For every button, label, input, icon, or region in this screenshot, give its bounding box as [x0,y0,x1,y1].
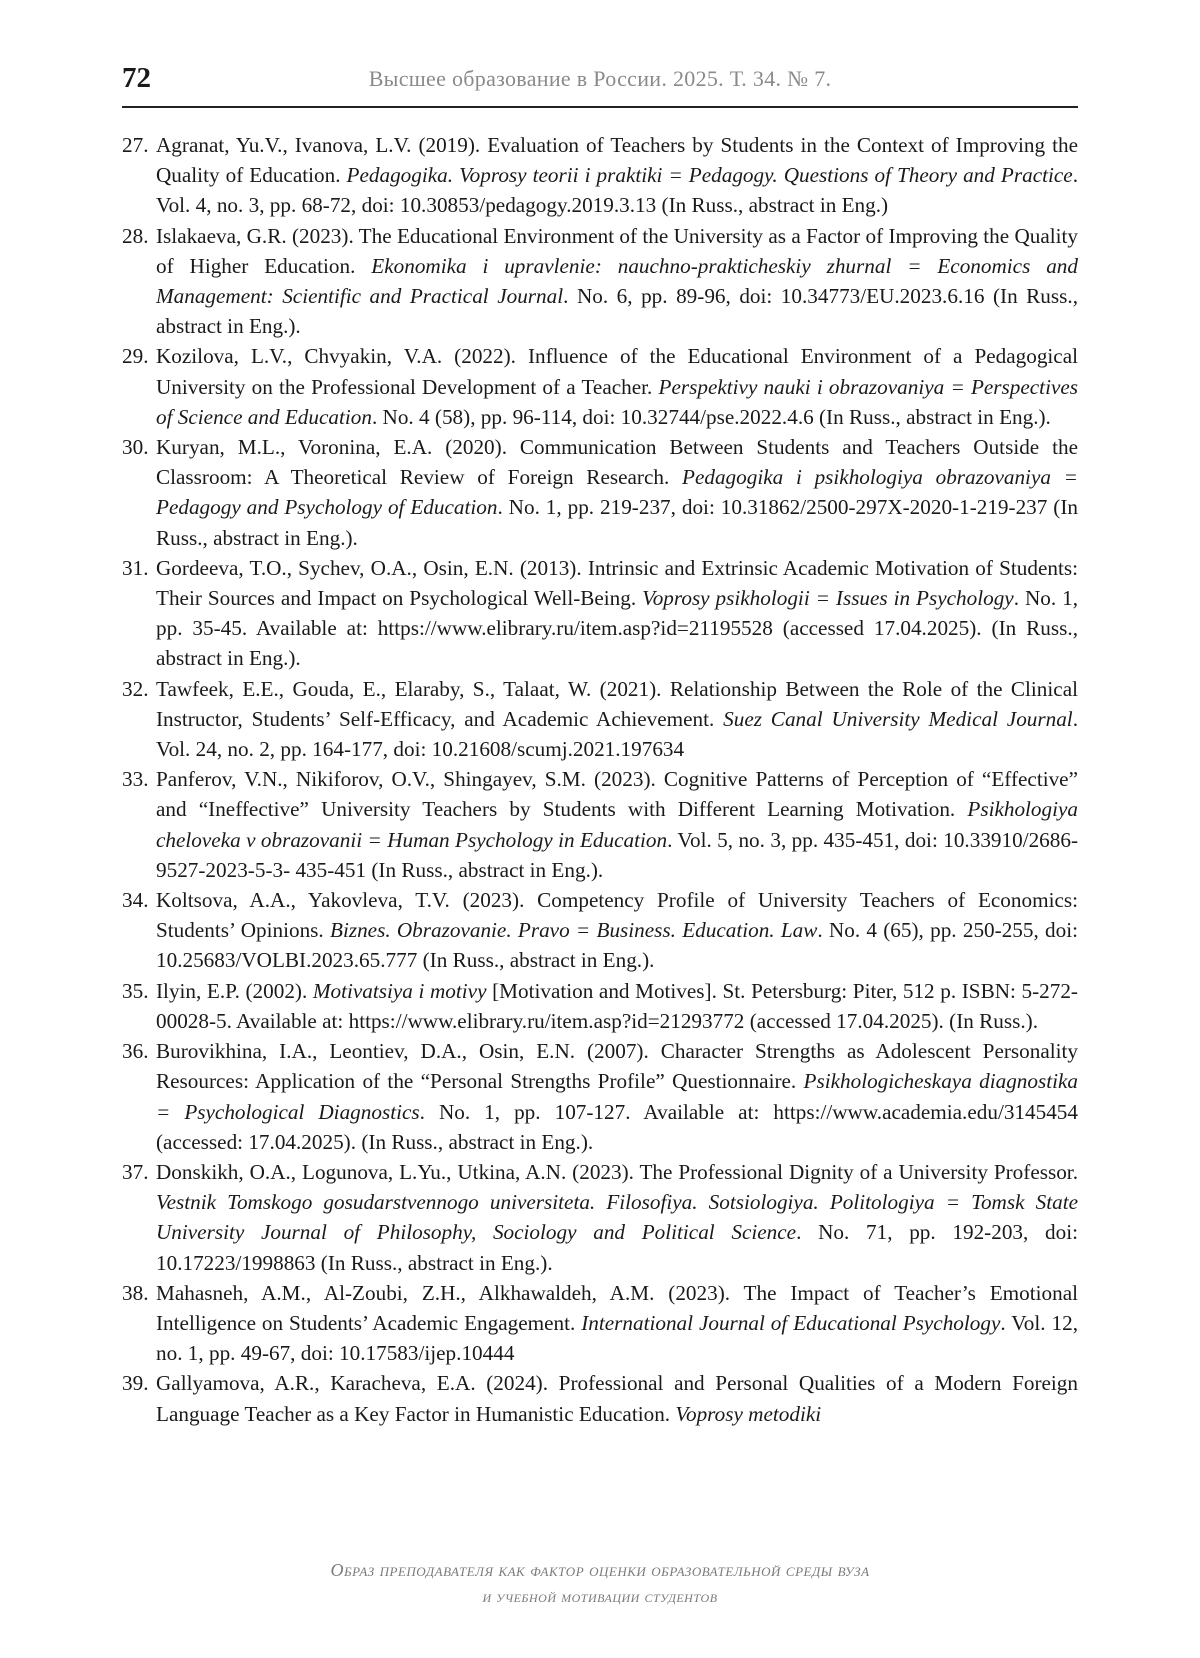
reference-journal: Biznes. Obrazovanie. Pravo = Business. Education. Law [330,918,818,943]
reference-details: . No. 4 (58), pp. 96-114, doi: 10.32744/pse.2022.4.6 (In Russ., abstract in Eng.). [371,404,1051,429]
reference-details: . No. 71, pp. 192-203, doi: 10.17223/1998863 (In Russ., abstract in Eng.). [156,1220,1078,1275]
reference-journal: International Journal of Educational Psychology [581,1310,1001,1335]
reference-journal: Suez Canal University Medical Journal [723,706,1073,731]
reference-journal: Voprosy psikhologii = Issues in Psychology [642,586,1014,611]
reference-number: 39. [122,1371,149,1396]
reference-number: 31. [122,555,149,580]
reference-number: 37. [122,1159,149,1184]
reference-details: [Motivation and Motives]. St. Petersburg: Piter, 512 p. ISBN: 5-272-00028-5. Available at: https://www.elibrary.ru/item.asp?id=21293772 (accessed 17.04.2025). (In Russ.). [156,978,1078,1033]
reference-details: . No. 1, pp. 35-45. Available at: https://www.elibrary.ru/item.asp?id=21195528 (accessed 17.04.2025). (In Russ., abstract in Eng.). [156,586,1078,671]
reference-item [122,1368,1078,1428]
reference-authors-title: Islakaeva, G.R. (2023). The Educational Environment of the University as a Factor of Improving the Quality of Higher Education. [156,223,1078,278]
reference-journal: Psikhologicheskaya diagnostika = Psychological Diagnostics [156,1069,1078,1124]
reference-text [156,1039,1078,1154]
reference-item [122,976,1078,1036]
reference-item [122,1036,1078,1157]
reference-text [156,435,1078,550]
reference-text [156,1281,1078,1365]
reference-text [156,556,1078,671]
reference-text [156,677,1078,761]
reference-details: . No. 1, pp. 107-127. Available at: https://www.academia.edu/3145454 (accessed: 17.04.2025). (In Russ., abstract in Eng.). [156,1099,1078,1154]
reference-journal: Psikhologiya cheloveka v obrazovanii = Human Psychology in Education [156,797,1078,852]
reference-item [122,764,1078,885]
page-number: 72 [122,62,151,94]
reference-journal: Perspektivy nauki i obrazovaniya = Perspectives of Science and Education [156,374,1079,429]
reference-journal: Vestnik Tomskogo gosudarstvennogo universiteta. Filosofiya. Sotsiologiya. Politologiya = Tomsk State University Journal of Philosophy, Sociology and Political Science [156,1190,1078,1245]
reference-details: . Vol. 4, no. 3, pp. 68-72, doi: 10.30853/pedagogy.2019.3.13 (In Russ., abstract in Eng.) [156,163,1078,218]
reference-journal: Motivatsiya i motivy [312,978,487,1003]
reference-list [122,130,1078,1429]
reference-item [122,341,1078,432]
reference-journal: Voprosy metodiki [675,1401,822,1426]
reference-text [156,767,1078,882]
reference-number: 34. [122,888,149,913]
reference-item [122,1157,1078,1278]
reference-text [156,344,1078,428]
reference-journal: Pedagogika i psikhologiya obrazovaniya = Pedagogy and Psychology of Education [156,465,1078,520]
reference-authors-title: Mahasneh, A.M., Al-Zoubi, Z.H., Alkhawaldeh, A.M. (2023). The Impact of Teacher’s Emotional Intelligence on Students’ Academic Engagement. [156,1280,1078,1335]
reference-number: 36. [122,1039,149,1064]
running-title: Высшее образование в России. 2025. Т. 34. № 7. [368,66,832,91]
reference-number: 27. [122,133,149,157]
reference-authors-title: Kozilova, L.V., Chvyakin, V.A. (2022). Influence of the Educational Environment of a Pedagogical University on the Professional Development of a Teacher. [156,344,1078,399]
reference-number: 35. [122,978,149,1003]
reference-text [156,133,1078,217]
reference-journal: Pedagogika. Voprosy teorii i praktiki = Pedagogy. Questions of Theory and Practice [346,163,1073,188]
reference-item [122,432,1078,553]
reference-authors-title: Agranat, Yu.V., Ivanova, L.V. (2019). Evaluation of Teachers by Students in the Context of Improving the Quality of Education. [156,133,1078,188]
reference-authors-title: Kuryan, M.L., Voronina, E.A. (2020). Communication Between Students and Teachers Outside the Classroom: A Theoretical Review of Foreign Research. [156,435,1078,490]
reference-item [122,130,1078,221]
reference-details: . Vol. 5, no. 3, pp. 435-451, doi: 10.33910/2686-9527-2023-5-3- 435-451 (In Russ., abstract in Eng.). [156,827,1079,882]
reference-item [122,1278,1078,1369]
reference-text [156,224,1078,339]
article-title-footer-continued: и учебной мотивации студентов [482,1587,718,1606]
reference-item [122,221,1078,342]
reference-authors-title: Ilyin, E.P. (2002). [156,978,313,1003]
reference-text [156,979,1078,1033]
reference-number: 32. [122,676,149,701]
reference-item [122,553,1078,674]
reference-details: . No. 4 (65), pp. 250-255, doi: 10.25683/VOLBI.2023.65.777 (In Russ., abstract in Eng.). [156,918,1078,973]
reference-journal: Ekonomika i upravlenie: nauchno-prakticheskiy zhurnal = Economics and Management: Scientific and Practical Journal [156,253,1078,309]
reference-authors-title: Panferov, V.N., Nikiforov, O.V., Shingayev, S.M. (2023). Cognitive Patterns of Perception of “Effective” and “Ineffective” University Teachers by Students with Different Learning Motivation. [156,767,1078,822]
reference-item [122,885,1078,976]
reference-text [156,888,1078,972]
reference-authors-title: Gallyamova, A.R., Karacheva, E.A. (2024). Professional and Personal Qualities of a Modern Foreign Language Teacher as a Key Factor in Humanistic Education. [156,1371,1078,1426]
reference-details: . No. 1, pp. 219-237, doi: 10.31862/2500-297X-2020-1-219-237 (In Russ., abstract in Eng.). [156,495,1078,550]
reference-text [156,1160,1078,1275]
reference-item [122,674,1078,765]
reference-number: 30. [122,435,149,460]
reference-text [156,1371,1078,1425]
reference-authors-title: Donskikh, O.A., Logunova, L.Yu., Utkina, A.N. (2023). The Professional Dignity of a University Professor. [156,1159,1078,1184]
reference-authors-title: Gordeeva, T.O., Sychev, O.A., Osin, E.N. (2013). Intrinsic and Extrinsic Academic Motivation of Students: Their Sources and Impact on Psychological Well-Being. [156,555,1078,611]
reference-number: 38. [122,1280,149,1305]
reference-number: 29. [122,344,149,369]
article-title-footer: Образ преподавателя как фактор оценки образовательной среды вуза [330,1560,870,1580]
page-header [122,58,1078,108]
reference-authors-title: Tawfeek, E.E., Gouda, E., Elaraby, S., Talaat, W. (2021). Relationship Between the Role of the Clinical Instructor, Students’ Self-Efficacy, and Academic Achievement. [156,676,1078,731]
reference-number: 33. [122,767,149,792]
reference-details: . Vol. 24, no. 2, pp. 164-177, doi: 10.21608/scumj.2021.197634 [156,706,1078,762]
reference-details: . Vol. 12, no. 1, pp. 49-67, doi: 10.17583/ijep.10444 [156,1310,1078,1366]
reference-authors-title: Koltsova, A.A., Yakovleva, T.V. (2023). Competency Profile of University Teachers of Economics: Students’ Opinions. [156,888,1078,943]
reference-number: 28. [122,223,149,248]
reference-authors-title: Burovikhina, I.A., Leontiev, D.A., Osin, E.N. (2007). Character Strengths as Adolescent Personality Resources: Application of the “Personal Strengths Profile” Questionnaire. [156,1039,1078,1094]
reference-details: . No. 6, pp. 89-96, doi: 10.34773/EU.2023.6.16 (In Russ., abstract in Eng.). [156,284,1078,339]
